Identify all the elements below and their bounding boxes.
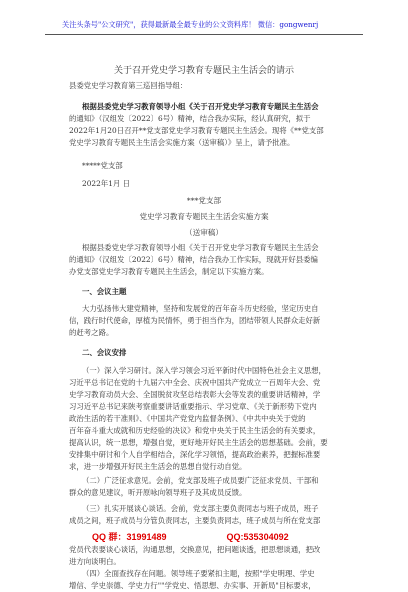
theme-line-2: 信，践行时代使命，厚植为民情怀，勇于担当作为，团结带领人民群众走好新 bbox=[69, 316, 321, 325]
plan-title: 党史学习教育专题民主生活会实施方案 bbox=[139, 212, 269, 221]
request-body-line-2: 的通知》（汉组发〔2022〕6号）精神，结合我办实际，经认真研究，拟于 bbox=[69, 114, 311, 123]
item1-line-3: 史学习教育动员大会、全国脱贫攻坚总结表彰大会等发表的重要讲话精神，学 bbox=[69, 390, 321, 399]
qq-number: QQ:535304092 bbox=[226, 532, 289, 542]
item4-line-1: （四）全面查找存在问题。领导班子要紧扣主题，按照"学史明理、学史 bbox=[82, 569, 315, 578]
item1-line-2: 习近平总书记在党的十九届六中全会、庆祝中国共产党成立一百周年大会、党 bbox=[69, 378, 321, 387]
request-signature: *****党支部 bbox=[82, 161, 123, 170]
header-rule bbox=[45, 34, 363, 35]
qq-group-number: QQ 群：31991489 bbox=[92, 532, 167, 542]
section-heading-theme: 一、会议主题 bbox=[82, 287, 127, 296]
theme-line-3: 的赶考之路。 bbox=[69, 328, 114, 337]
item1-line-8: 安排集中研讨和个人自学相结合，深化学习领悟，提高政治素养，把握标准要 bbox=[69, 450, 321, 459]
request-date: 2022年1月 日 bbox=[82, 179, 131, 188]
item2-line-2: 群众的意见建议，听开原咏向领导班子及其成员反馈。 bbox=[69, 488, 247, 497]
item3-line-1: （三）扎实开展谈心谈话。会前，党支部主要负责同志与班子成员，班子 bbox=[82, 504, 319, 513]
top-banner: 关注头条号"公文研究"，获得最新最全最专业的公文资料库！ 微信：gongwenrj bbox=[62, 20, 319, 29]
request-recipient: 县委党史学习教育第三巡回指导组： bbox=[69, 81, 188, 90]
item1-line-9: 求，进一步增强开好民主生活会的思想自觉行动自觉。 bbox=[69, 462, 247, 471]
plan-subtitle: （送审稿） bbox=[185, 228, 223, 237]
section-heading-arrangement: 二、会议安排 bbox=[82, 348, 127, 357]
item1-line-1: （一）深入学习研讨。深入学习领会习近平新时代中国特色社会主义思想， bbox=[82, 366, 326, 375]
item2-line-1: （二）广泛征求意见。会前，党支部及班子成员要广泛征求党员、干部和 bbox=[82, 476, 319, 485]
theme-line-1: 大力弘扬伟大建党精神，坚持和发展党的百年奋斗历史经验，坚定历史自 bbox=[82, 304, 319, 313]
request-title: 关于召开党史学习教育专题民主生活会的请示 bbox=[113, 66, 294, 76]
plan-intro-line-3: 办党支部党史学习教育专题民主生活会，制定以下实施方案。 bbox=[69, 267, 269, 276]
item3-line-2: 成员之间，班子成员与分管负责同志，主要负责同志，班子成员与所在党支部 bbox=[69, 516, 321, 525]
plan-org: ***党支部 bbox=[186, 196, 222, 205]
item1-line-5: 政治生活的若干准则》、《中国共产党党内监督条例》、《中共中央关于党的 bbox=[69, 414, 306, 423]
request-body-line-3: 2022年1月20日召开**党支部党史学习教育专题民主生活会。现将《**党支部 bbox=[69, 126, 324, 135]
item3-line-4: 进方向谈明白。 bbox=[69, 557, 121, 566]
contact-bar bbox=[92, 530, 289, 543]
item1-line-4: 习习近平总书记来陕考察重要讲话重要指示、学习党章、《关于新形势下党内 bbox=[69, 402, 317, 411]
item3-line-3: 党员代表要谈心谈话，沟通思想，交换意见，把问题谈透，把思想谈通，把改 bbox=[69, 545, 321, 554]
plan-intro-line-1: 根据县委党史学习教育领导小组《关于召开党史学习教育专题民主生活会 bbox=[82, 243, 319, 252]
request-body-line-4: 党史学习教育专题民主生活会实施方案（送审稿）》呈上，请予批准。 bbox=[69, 138, 295, 147]
item1-line-6: 百年奋斗重大成就和历史经验的决议》和党中央关于民主生活会的有关要求， bbox=[69, 426, 321, 435]
item1-line-7: 提高认识，统一思想，增强自觉，更好地开好民主生活会的思想基础。会前，要 bbox=[69, 438, 328, 447]
item4-line-2: 增信、学史崇德、学史力行""学党史、悟思想、办实事、开新局"目标要求， bbox=[69, 581, 316, 590]
request-body-line-1: 根据县委党史学习教育领导小组《关于召开党史学习教育专题民主生活会 bbox=[82, 102, 319, 111]
plan-intro-line-2: 的通知》（汉组发〔2022〕6号）精神，结合我办工作实际，现就开好县委编 bbox=[69, 255, 318, 264]
